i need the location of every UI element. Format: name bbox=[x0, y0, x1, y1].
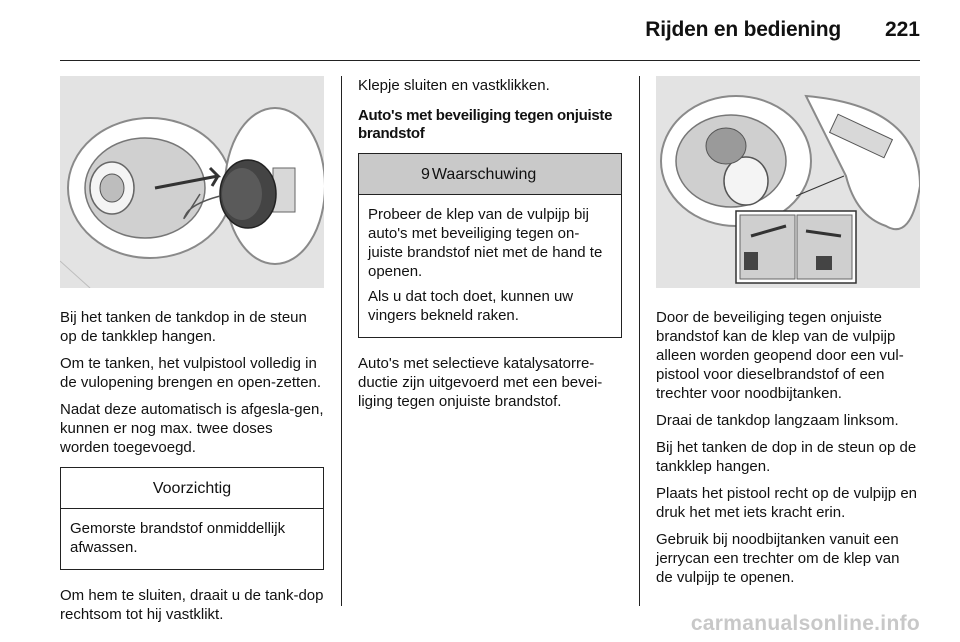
caution-title: Voorzichtig bbox=[61, 468, 323, 509]
column-3 bbox=[656, 76, 920, 595]
column-divider bbox=[639, 76, 640, 606]
page-header bbox=[645, 18, 920, 42]
paragraph: Plaats het pistool recht op de vulpijp en druk het met iets kracht erin. bbox=[656, 485, 917, 521]
misfuel-protection-illustration-icon bbox=[656, 76, 920, 288]
column-divider bbox=[341, 76, 342, 606]
warning-text: Als u dat toch doet, kunnen uw vingers bekneld raken. bbox=[368, 288, 574, 324]
paragraph: Om te tanken, het vulpistool volledig in de vulopening brengen en open-zetten. bbox=[60, 355, 322, 391]
warning-text: Probeer de klep van de vulpijp bij auto's met beveiliging tegen on-juiste brandstof niet met de hand te openen. bbox=[368, 206, 603, 280]
page-title: Rijden en bediening bbox=[645, 18, 841, 41]
warning-icon: 9 bbox=[421, 166, 430, 183]
warning-header bbox=[359, 154, 621, 195]
column-1 bbox=[60, 76, 324, 632]
caution-box bbox=[60, 467, 324, 570]
warning-box bbox=[358, 153, 622, 338]
page-number: 221 bbox=[884, 18, 920, 41]
paragraph: Gebruik bij noodbijtanken vanuit een jerrycan een trechter om de klep van de vulpijp te openen. bbox=[656, 531, 900, 586]
header-rule bbox=[60, 60, 920, 61]
warning-title: Waarschuwing bbox=[431, 166, 537, 183]
paragraph: Door de beveiliging tegen onjuiste brandstof kan de klep van de vulpijp alleen worden geopend door een vul-pistool voor dieselbrandstof of een trechter voor noodbijtanken. bbox=[656, 309, 904, 402]
caution-text: Gemorste brandstof onmiddellijk afwassen. bbox=[70, 520, 286, 556]
paragraph: Klepje sluiten en vastklikken. bbox=[358, 77, 550, 94]
paragraph: Auto's met selectieve katalysatorre-ductie zijn uitgevoerd met een bevei-liging tegen onjuiste brandstof. bbox=[358, 355, 603, 410]
fuel-cap-illustration-icon bbox=[60, 76, 324, 288]
paragraph: Bij het tanken de tankdop in de steun op de tankklep hangen. bbox=[60, 309, 307, 345]
column-2 bbox=[358, 76, 622, 419]
paragraph: Bij het tanken de dop in de steun op de tankklep hangen. bbox=[656, 439, 917, 475]
paragraph: Nadat deze automatisch is afgesla-gen, kunnen er nog max. twee doses worden toegevoegd. bbox=[60, 401, 324, 456]
paragraph: Draai de tankdop langzaam linksom. bbox=[656, 412, 899, 429]
paragraph: Om hem te sluiten, draait u de tank-dop rechtsom tot hij vastklikt. bbox=[60, 587, 324, 623]
watermark: carmanualsonline.info bbox=[690, 612, 920, 635]
section-subheading: Auto's met beveiliging tegen onjuiste brandstof bbox=[358, 107, 613, 142]
